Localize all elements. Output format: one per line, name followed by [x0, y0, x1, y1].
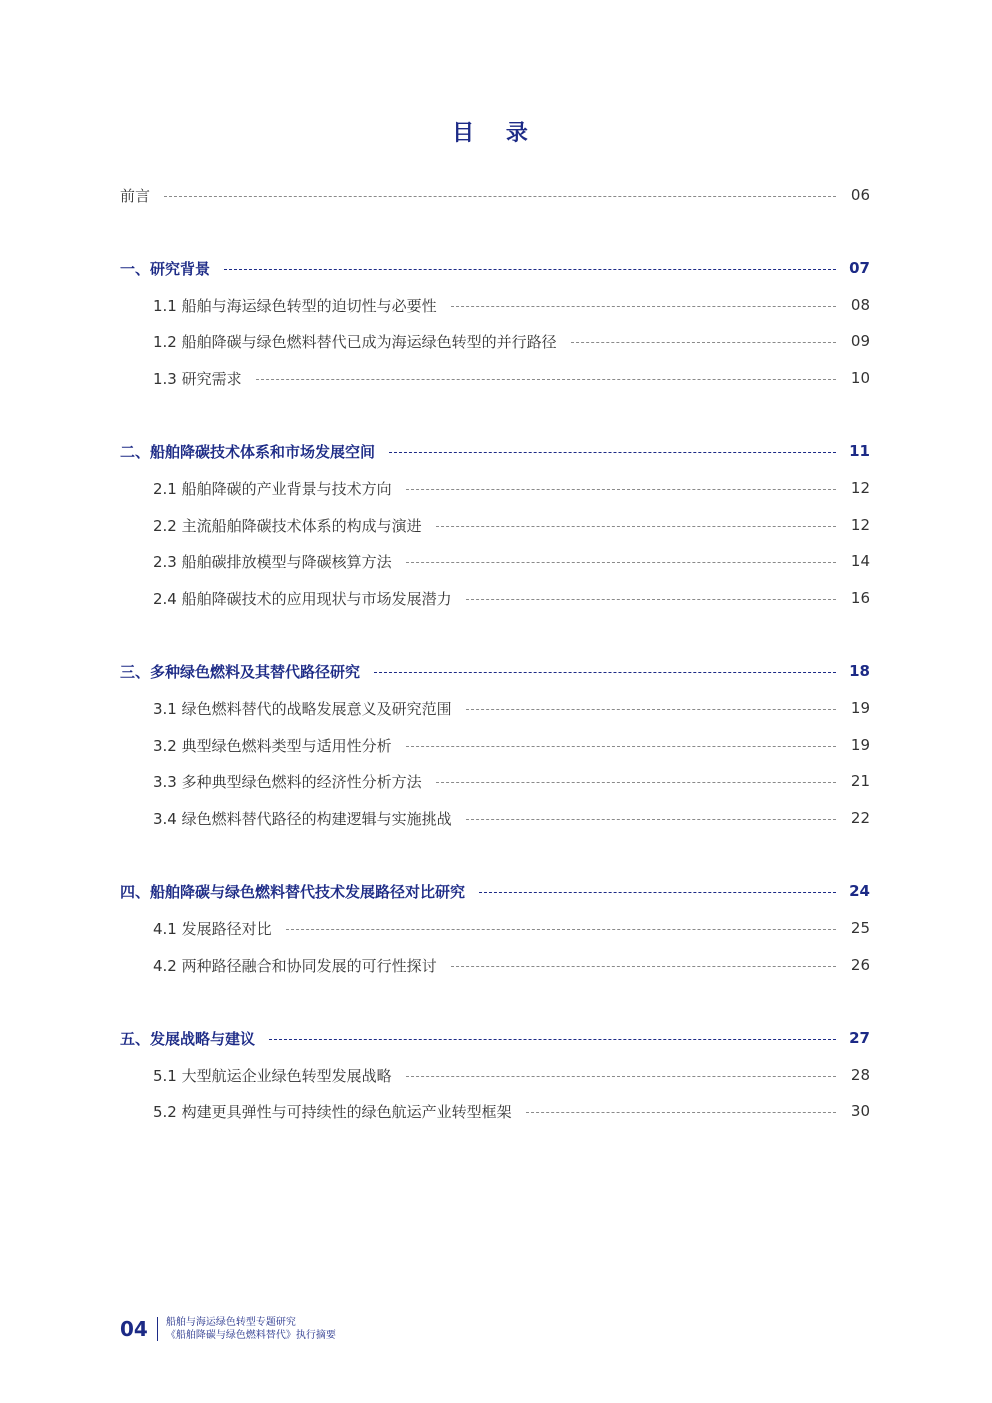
toc-label: 3.2 典型绿色燃料类型与适用性分析 — [153, 736, 392, 755]
toc-section-2-3[interactable] — [153, 549, 870, 573]
toc-section-5-1[interactable] — [153, 1063, 870, 1087]
page-footer — [120, 1314, 336, 1344]
dotted-leader — [389, 452, 836, 453]
footer-line-2: 《船舶降碳与绿色燃料替代》执行摘要 — [165, 1330, 336, 1341]
dotted-leader — [451, 306, 836, 307]
footer-publication-title — [166, 1316, 336, 1342]
toc-section-3-2[interactable] — [153, 733, 870, 757]
toc-page-number: 27 — [849, 1029, 870, 1047]
toc-label: 3.1 绿色燃料替代的战略发展意义及研究范围 — [153, 699, 452, 718]
toc-label: 1.2 船舶降碳与绿色燃料替代已成为海运绿色转型的并行路径 — [153, 332, 557, 351]
toc-section-5-2[interactable] — [153, 1099, 870, 1123]
dotted-leader — [256, 379, 836, 380]
toc-page-number: 07 — [849, 259, 870, 277]
toc-chapter-2[interactable] — [120, 439, 870, 463]
footer-line-1: 船舶与海运绿色转型专题研究 — [165, 1317, 296, 1328]
toc-page-number: 26 — [850, 956, 870, 974]
toc-section-3-3[interactable] — [153, 769, 870, 793]
dotted-leader — [466, 709, 836, 710]
toc-label: 一、研究背景 — [120, 259, 211, 278]
toc-label: 2.1 船舶降碳的产业背景与技术方向 — [153, 479, 392, 498]
dotted-leader — [526, 1112, 836, 1113]
dotted-leader — [571, 342, 836, 343]
toc-section-2-1[interactable] — [153, 476, 870, 500]
toc-section-1-1[interactable] — [153, 293, 870, 317]
dotted-leader — [406, 489, 836, 490]
dotted-leader — [436, 782, 836, 783]
footer-page-number: 04 — [120, 1317, 148, 1341]
toc-section-2-2[interactable] — [153, 513, 870, 537]
dotted-leader — [466, 599, 836, 600]
dotted-leader — [406, 562, 836, 563]
toc-page-number: 10 — [850, 369, 870, 387]
toc-label: 五、发展战略与建议 — [120, 1029, 256, 1048]
toc-chapter-4[interactable] — [120, 879, 870, 903]
dotted-leader — [224, 269, 836, 270]
dotted-leader — [406, 746, 836, 747]
toc-chapter-5[interactable] — [120, 1026, 870, 1050]
dotted-leader — [164, 196, 836, 197]
toc-label: 二、船舶降碳技术体系和市场发展空间 — [120, 442, 376, 461]
toc-entry-preface[interactable] — [120, 183, 870, 207]
dotted-leader — [451, 966, 836, 967]
dotted-leader — [466, 819, 836, 820]
toc-section-3-1[interactable] — [153, 696, 870, 720]
dotted-leader — [374, 672, 836, 673]
toc-page-number: 28 — [850, 1066, 870, 1084]
toc-chapter-3[interactable] — [120, 659, 870, 683]
page-title: 目 录 — [452, 121, 540, 146]
toc-page-number: 09 — [850, 332, 870, 350]
toc-page-number: 06 — [850, 186, 870, 204]
toc-label: 3.3 多种典型绿色燃料的经济性分析方法 — [153, 772, 422, 791]
toc-page-number: 16 — [850, 589, 870, 607]
toc-page-number: 12 — [850, 479, 870, 497]
dotted-leader — [406, 1076, 836, 1077]
toc-label: 前言 — [120, 186, 151, 205]
toc-page-number: 21 — [850, 772, 870, 790]
toc-label: 三、多种绿色燃料及其替代路径研究 — [120, 662, 361, 681]
toc-section-2-4[interactable] — [153, 586, 870, 610]
toc-page-number: 18 — [849, 662, 870, 680]
footer-divider — [157, 1317, 158, 1341]
toc-section-4-2[interactable] — [153, 953, 870, 977]
toc-page-number: 12 — [850, 516, 870, 534]
toc-page-number: 11 — [849, 442, 870, 460]
toc-page-number: 25 — [850, 919, 870, 937]
toc-label: 4.1 发展路径对比 — [153, 919, 272, 938]
toc-page-number: 30 — [850, 1102, 870, 1120]
dotted-leader — [286, 929, 836, 930]
toc-page-number: 24 — [849, 882, 870, 900]
toc-section-1-3[interactable] — [153, 366, 870, 390]
toc-label: 2.3 船舶碳排放模型与降碳核算方法 — [153, 552, 392, 571]
toc-section-4-1[interactable] — [153, 916, 870, 940]
toc-page-number: 19 — [850, 736, 870, 754]
toc-section-1-2[interactable] — [153, 329, 870, 353]
toc-label: 四、船舶降碳与绿色燃料替代技术发展路径对比研究 — [120, 882, 466, 901]
toc-page-number: 19 — [850, 699, 870, 717]
toc-label: 2.2 主流船舶降碳技术体系的构成与演进 — [153, 516, 422, 535]
toc-label: 5.1 大型航运企业绿色转型发展战略 — [153, 1066, 392, 1085]
dotted-leader — [479, 892, 836, 893]
toc-label: 3.4 绿色燃料替代路径的构建逻辑与实施挑战 — [153, 809, 452, 828]
toc-page-number: 22 — [850, 809, 870, 827]
toc-label: 5.2 构建更具弹性与可持续性的绿色航运产业转型框架 — [153, 1102, 512, 1121]
toc-chapter-1[interactable] — [120, 256, 870, 280]
dotted-leader — [436, 526, 836, 527]
toc-label: 1.3 研究需求 — [153, 369, 242, 388]
toc-page-number: 14 — [850, 552, 870, 570]
toc-section-3-4[interactable] — [153, 806, 870, 830]
dotted-leader — [269, 1039, 836, 1040]
toc-label: 1.1 船舶与海运绿色转型的迫切性与必要性 — [153, 296, 437, 315]
toc-page-number: 08 — [850, 296, 870, 314]
toc-label: 4.2 两种路径融合和协同发展的可行性探讨 — [153, 956, 437, 975]
toc-label: 2.4 船舶降碳技术的应用现状与市场发展潜力 — [153, 589, 452, 608]
